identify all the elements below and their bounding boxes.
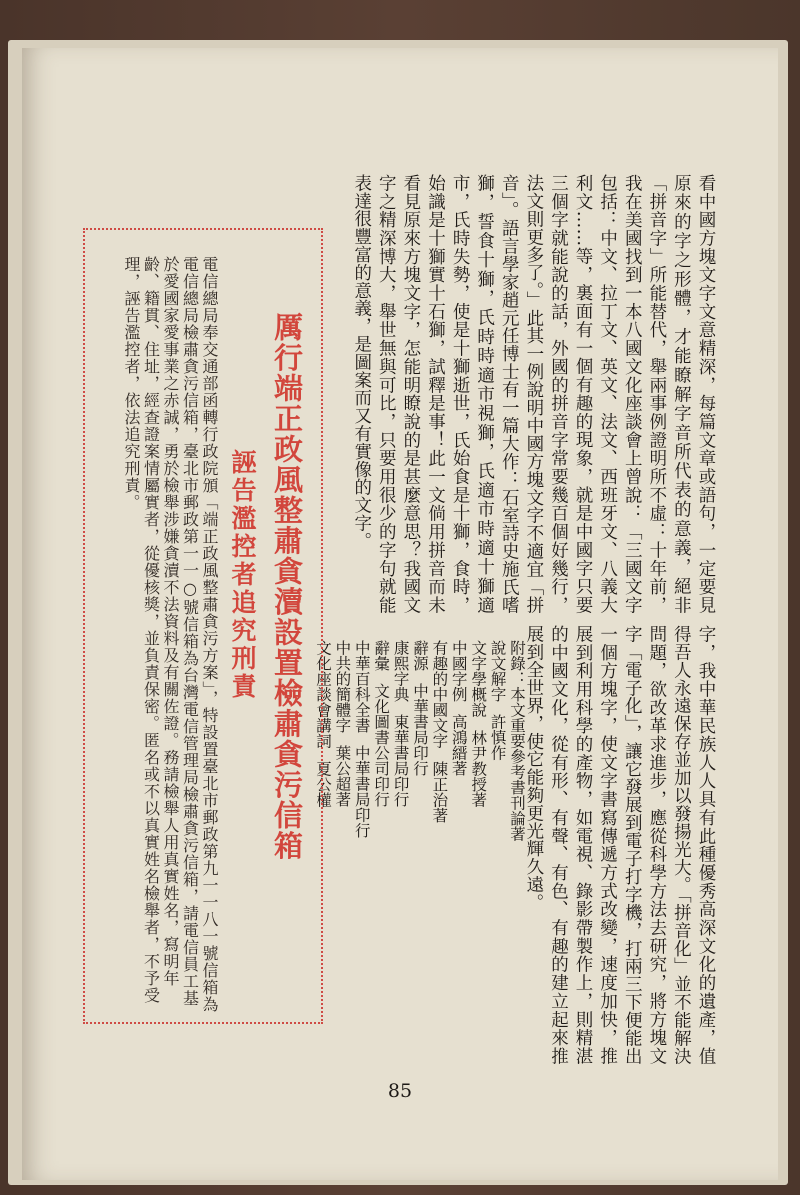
- reference-item: [429, 640, 448, 970]
- reference-title: 文字學概說: [469, 640, 488, 718]
- reference-title: 文化座談會講詞: [313, 640, 332, 749]
- article-main-text: 看中國方塊文字文意精深，每篇文章或語句，一定要見原來的字之形體，才能瞭解字音所代表的意義，絕非「拼音字」所能替代，舉兩事例證明所不虛：十年前，我在美國找到一本八國文化座談會上曾說：「三國文字包括：中文、拉丁文、英文、法文、西班牙文、八義大利文……等，裏面有一個有趣的現象，就是中國字只要三個字就能說的話，外國的拼音字常要幾百個好幾行，法文則更多了。」此其一例說明中國方塊文字不適宜「拼音」。語言學家趙元任博士有一篇大作：石室詩史施氏嗜獅，誓食十獅，氏時時適市視獅，氏適市時適十獅適市，氏時失勢，使是十獅逝世，氏始食是十獅，食時，始識是十獅實十石獅，試釋是事！此一文倘用拼音而未看見原來方塊文字，怎能明瞭說的是甚麼意思？我國文字之精深博大，舉世無與可比，只要用很少的字句就能表達很豐富的意義，是圖案而又有實像的文字。: [351, 174, 716, 614]
- reference-author: 許慎作: [488, 714, 507, 761]
- reference-title: 辭彙: [372, 640, 391, 671]
- reference-item: [487, 640, 506, 970]
- reference-author: 夏公權: [313, 760, 332, 808]
- notice-subtitle: 誣告濫控者追究刑責: [228, 449, 257, 701]
- reference-title: 說文解字: [488, 640, 507, 702]
- references-section: [313, 640, 526, 970]
- reference-author: 中華書局印行: [410, 683, 429, 777]
- references-heading: 附錄：本文重要參考書刊論著: [508, 640, 526, 842]
- reference-title: 中華百科全書: [352, 640, 371, 733]
- notice-body: 電信總局奉交通部函轉行政院頒「端正政風整肅貪污方案」，特設置臺北市郵政第九一一八一號信箱為電信總局檢肅貪污信箱，臺北市郵政第一一○號信箱為台灣電信管理局檢肅貪污信箱，請電信員工基於愛國家愛事業之赤誠，勇於檢舉涉嫌貪瀆不法資料及有關佐證。務請檢舉人用真實姓名，寫明年齡、籍貫、住址，經查證案情屬實者，從優核獎，並負責保密。匿名或不以真實姓名檢舉者，不予受理，誣告濫控者，依法追究刑責。: [122, 256, 219, 1013]
- reference-title: 中共的簡體字: [333, 640, 352, 733]
- reference-title: 有趣的中國文字: [430, 640, 449, 749]
- reference-author: 高鴻縉著: [449, 714, 468, 777]
- reference-title: 康熙字典: [391, 640, 410, 702]
- reference-item: [390, 640, 409, 970]
- reference-item: [410, 640, 429, 970]
- reference-item: [332, 640, 351, 970]
- reference-author: 葉公超著: [333, 745, 352, 808]
- reference-author: 林尹教授著: [469, 729, 488, 808]
- reference-title: 中國字例: [449, 640, 468, 702]
- reference-title: 辭源: [410, 640, 429, 671]
- reference-author: 中華書局印行: [352, 745, 371, 839]
- page-number: 85: [387, 1080, 413, 1102]
- reference-item: [371, 640, 390, 970]
- reference-author: 文化圖書公司印行: [372, 683, 391, 808]
- reference-item: [448, 640, 467, 970]
- reference-item: [468, 640, 487, 970]
- article-conclusion: 字，我中華民族人人具有此種優秀高深文化的遺產，值得吾人永遠保存並加以發揚光大。「拼音化」並不能解決問題，欲改革求進步，應從科學方法去研究，將方塊文字「電子化」，讓它發展到電子打字機，打兩三下便能出一個方塊字，使文字書寫傳遞方式改變，速度加快，推展到利用科學的產物，如電視、錄影帶製作上，則精湛的中國文化，從有形、有聲、有色、有趣的建立起來推展到全世界，使它能夠更光輝久遠。: [523, 625, 716, 1065]
- reference-author: 陳正治著: [430, 760, 449, 823]
- notice-title: 厲行端正政風整肅貪瀆設置檢肅貪污信箱: [270, 312, 304, 861]
- reference-item: [351, 640, 370, 970]
- reference-author: 東華書局印行: [391, 714, 410, 808]
